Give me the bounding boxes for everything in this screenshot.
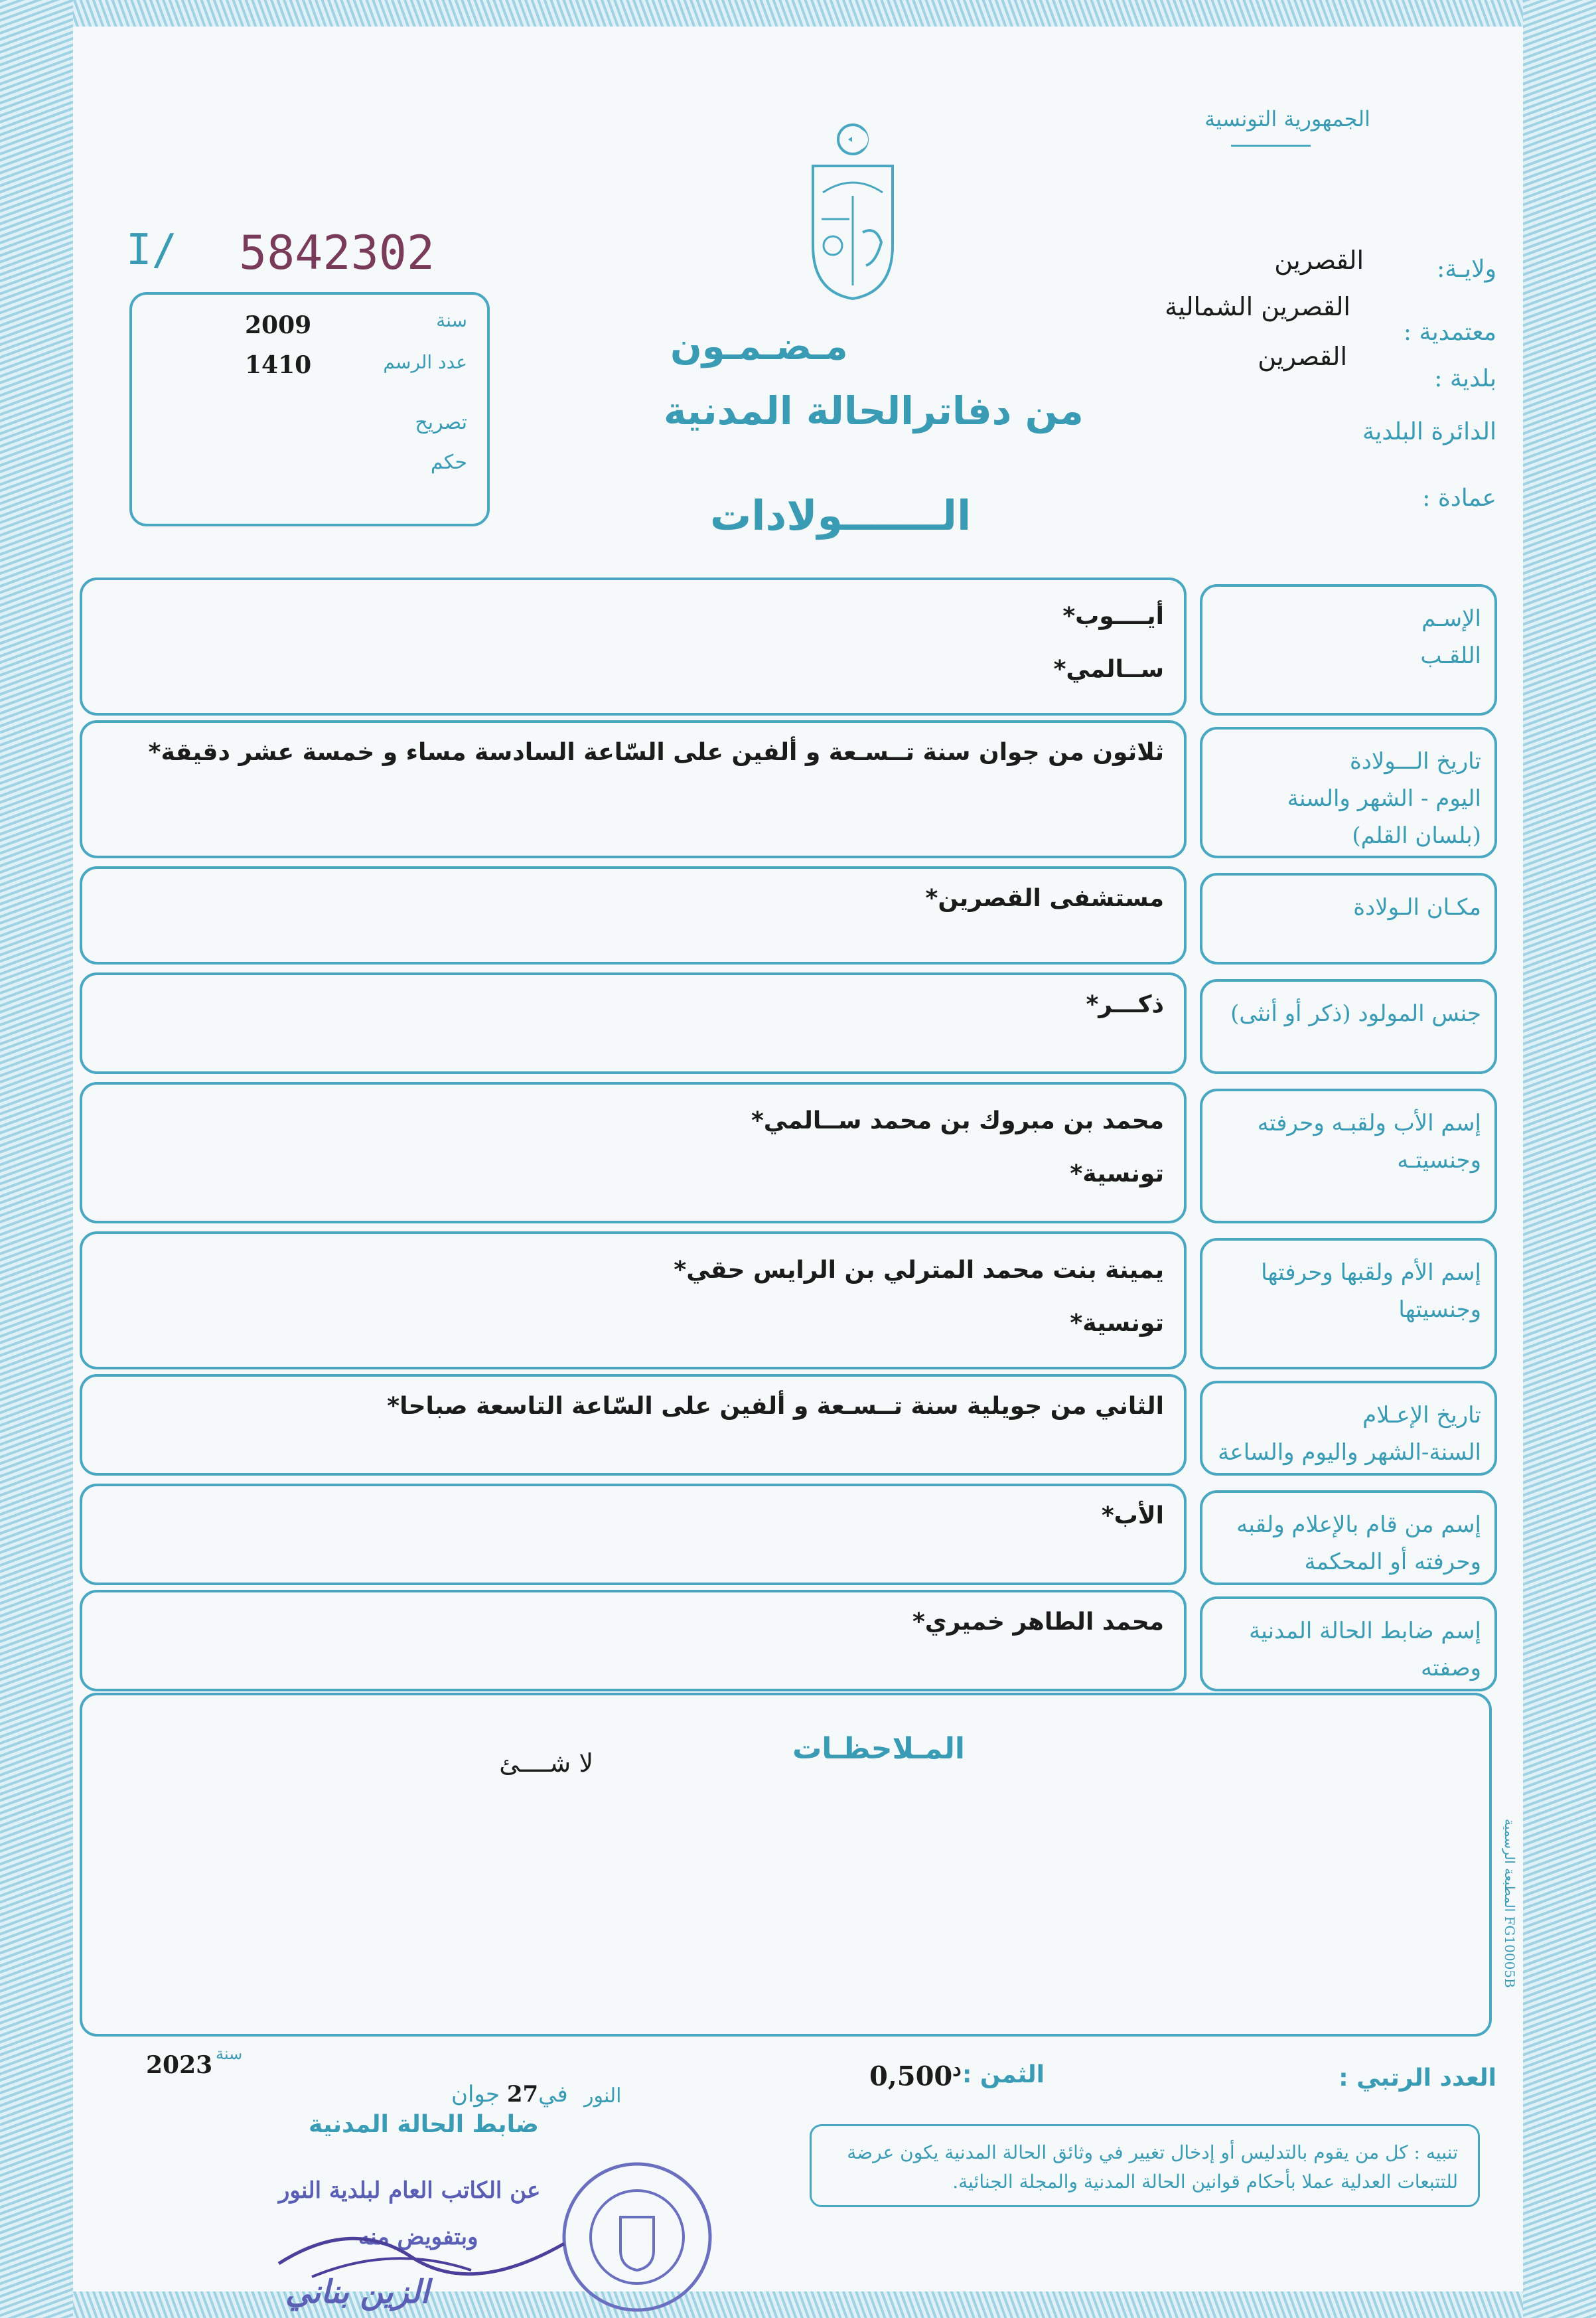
row-value-line: ســالمي*: [1053, 656, 1164, 683]
price-label: الثمن :: [962, 2061, 1045, 2088]
row-label-box: [1200, 1238, 1497, 1369]
issue-date: في27 جوان: [451, 2081, 568, 2108]
delegation-label: معتمدية :: [1403, 319, 1496, 346]
row-value-box: [80, 1590, 1187, 1691]
serial-order-label: العدد الرتبي :: [1339, 2064, 1496, 2092]
issue-place: النور: [584, 2084, 622, 2108]
security-border-right: [1523, 0, 1596, 2318]
row-value: [115, 1496, 1164, 1536]
row-value: [115, 733, 1164, 773]
row-value: [115, 1095, 1164, 1201]
declaration-label: تصريح: [415, 411, 467, 434]
stamp-authority-line: عن الكاتب العام لبلدية النور: [279, 2177, 541, 2204]
republic-name: الجمهورية التونسية: [1204, 106, 1370, 131]
signature-name: الزين بناني: [285, 2274, 429, 2311]
omada-label: عمادة :: [1422, 485, 1496, 512]
row-label-box: [1200, 1381, 1497, 1476]
state-value: القصرين: [1274, 246, 1364, 275]
serial-number: 5842302: [239, 226, 435, 280]
row-label-box: [1200, 1596, 1497, 1691]
ruling-label: حكم: [430, 451, 467, 474]
row-label-line: وجنسيتـه: [1397, 1147, 1481, 1174]
row-value-line: محمد بن مبروك بن محمد ســالمي*: [751, 1107, 1164, 1134]
row-label-line: اللقـب: [1420, 643, 1481, 669]
row-value-line: يمينة بنت محمد المترلي بن الرايس حقي*: [674, 1257, 1164, 1284]
row-value-box: [80, 1484, 1187, 1585]
price-value: $0,500^د$: [869, 2058, 962, 2092]
row-label-line: وجنسيتها: [1398, 1296, 1481, 1323]
row-label-line: إسم الأب ولقبـه وحرفته: [1257, 1110, 1481, 1136]
row-label: [1216, 1105, 1481, 1179]
signature-scribble-icon: [272, 2204, 571, 2297]
year-value: 2009: [245, 311, 312, 339]
remarks-box: [80, 1693, 1492, 2037]
row-label-line: إسم من قام بالإعلام ولقبه: [1236, 1511, 1481, 1538]
row-value: [115, 590, 1164, 696]
row-value-line: الثاني من جويلية سنة تــسـعة و ألفين على السّاعة التاسعة صباحا*: [387, 1393, 1164, 1420]
row-value-box: [80, 866, 1187, 965]
row-label-line: إسم الأم ولقبها وحرفتها: [1261, 1259, 1481, 1286]
security-border-top: [0, 0, 1596, 27]
row-value-box: [80, 720, 1187, 858]
row-label-line: الإسـم: [1421, 605, 1481, 632]
row-value: [115, 879, 1164, 919]
row-value-line: ثلاثون من جوان سنة تــسـعة و ألفين على السّاعة السادسة مساء و خمسة عشر دقيقة*: [148, 739, 1164, 766]
row-label-line: وحرفته أو المحكمة: [1304, 1549, 1481, 1575]
row-label: [1216, 995, 1481, 1032]
row-value-line: الأب*: [1101, 1502, 1164, 1529]
registration-reference-box: [129, 292, 490, 526]
row-value-line: محمد الطاهر خميري*: [912, 1608, 1164, 1636]
row-label-box: [1200, 1490, 1497, 1585]
row-label: [1216, 1506, 1481, 1581]
row-label-line: اليوم - الشهر والسنة: [1287, 785, 1481, 812]
row-label-line: تاريخ الـــولادة: [1349, 748, 1481, 775]
delegation-value: القصرين الشمالية: [1165, 292, 1350, 321]
row-label-line: وصفته: [1421, 1655, 1481, 1681]
row-label: [1216, 1612, 1481, 1687]
row-value-box: [80, 972, 1187, 1074]
official-stamp-icon: [557, 2157, 717, 2317]
row-label-line: جنس المولود (ذكر أو أنثى): [1230, 1000, 1481, 1027]
row-value-line: ذكـــر*: [1086, 991, 1164, 1018]
row-value-box: [80, 1082, 1187, 1223]
number-label: عدد الرسم: [383, 351, 467, 373]
certificate-paper: [73, 27, 1523, 2311]
title-civil-registers: من دفاترالحالة المدنية: [664, 388, 1084, 433]
title-births: الـــــــولادات: [710, 491, 972, 540]
row-label-box: [1200, 873, 1497, 965]
row-value-line: تونسية*: [1070, 1310, 1164, 1337]
stamp-delegation-line: وبتفويض منه: [358, 2224, 478, 2250]
serial-prefix: I/: [126, 226, 178, 275]
row-label: [1216, 889, 1481, 926]
row-label-line: مكـان الـولادة: [1353, 894, 1481, 921]
row-value-box: [80, 1231, 1187, 1369]
row-label-line: السنة-الشهر واليوم والساعة: [1218, 1439, 1481, 1466]
row-label-line: إسم ضابط الحالة المدنية: [1249, 1618, 1481, 1644]
row-value-line: تونسية*: [1070, 1160, 1164, 1188]
row-value: [115, 1602, 1164, 1642]
row-label: [1216, 1254, 1481, 1328]
number-value: 1410: [245, 351, 312, 379]
remarks-label: المـلاحظـات: [792, 1732, 965, 1766]
row-label: [1216, 743, 1481, 854]
row-value-box: [80, 1374, 1187, 1476]
security-border-bottom: [0, 2291, 1596, 2318]
row-value: [115, 1244, 1164, 1350]
row-value-line: مستشفى القصرين*: [925, 885, 1164, 912]
legal-notice: تنبيه : كل من يقوم بالتدليس أو إدخال تغيير في وثائق الحالة المدنية يكون عرضة للتتبعات العدلية عملا بأحكام قوانين الحالة المدنية والمجلة الجنائية.: [810, 2124, 1480, 2207]
state-label: ولايـة:: [1437, 256, 1496, 283]
security-border-left: [0, 0, 73, 2318]
row-label-box: [1200, 727, 1497, 858]
row-value-line: أيــــوب*: [1062, 603, 1164, 630]
printer-mark: المطبعة الرسمية FG10005B: [1502, 1819, 1518, 1988]
title-content: مـضـمـون: [670, 325, 848, 368]
row-label-box: [1200, 584, 1497, 716]
row-value: [115, 985, 1164, 1025]
issue-year-label: سنة: [216, 2045, 243, 2063]
row-label-box: [1200, 979, 1497, 1074]
row-label-box: [1200, 1089, 1497, 1223]
republic-underline: [1231, 145, 1311, 147]
row-label-line: (بلسان القلم): [1352, 822, 1481, 849]
row-value: [115, 1387, 1164, 1427]
remarks-value: لا شــــئ: [499, 1748, 593, 1778]
row-label: [1216, 600, 1481, 674]
civil-officer-title: ضابط الحالة المدنية: [309, 2111, 539, 2138]
row-value-box: [80, 578, 1187, 716]
municipality-value: القصرين: [1258, 342, 1347, 371]
row-label-line: تاريخ الإعـلام: [1362, 1402, 1481, 1429]
year-label: سنة: [436, 309, 467, 331]
tunisia-coat-of-arms-icon: [803, 119, 903, 305]
row-label: [1216, 1397, 1481, 1471]
issue-year: 2023: [146, 2051, 213, 2079]
municipality-label: بلدية :: [1434, 365, 1496, 392]
district-label: الدائرة البلدية: [1362, 418, 1496, 445]
